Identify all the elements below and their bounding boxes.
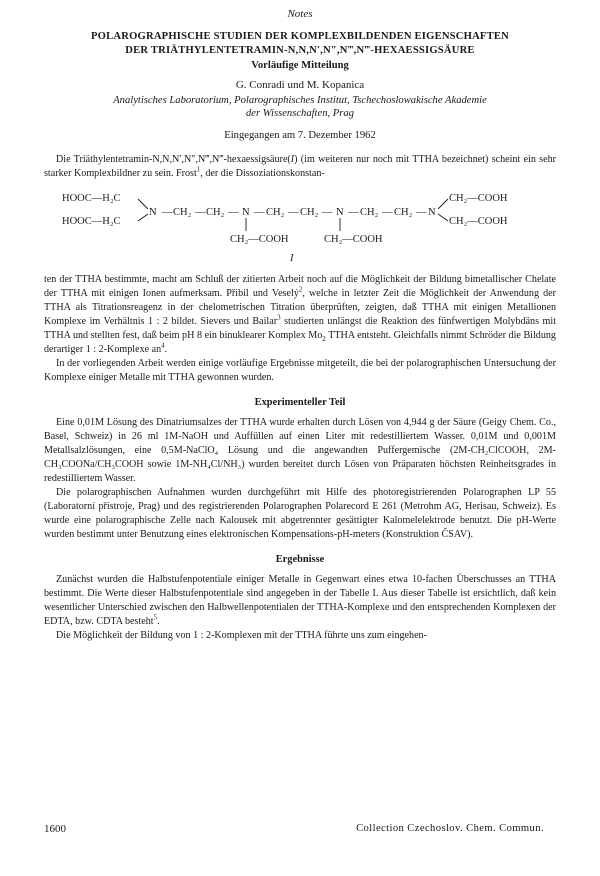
formula-ch2-4: CH₂	[300, 207, 319, 218]
section-heading-experimental: Experimenteller Teil	[254, 397, 346, 408]
experimental-paragraph-1: Eine 0,01M Lösung des Dinatriumsalzes der TTHA wurde erhalten durch Lösen von 4,944 g der Säure (Geigy Chem. Co., Basel, Schweiz) in 26 ml 1M-NaOH und Auffüllen auf einen Liter mit redestilliertem Wasser. 0,01M und 0,001M Metallsalzlösungen, eine 0,5M-NaClO₄ Lösung und die angewandten Puffergemische (2M-CH₂ClCOOH, 2M-CH₃COONa/CH₃COOH sowie 1M-NH₄Cl/NH₃) wurden bereitet durch Lösen von Präparaten höchsten Reinheitsgrades in redestilliertem Wasser.	[44, 417, 556, 484]
p2-text-d: TTHA entsteht. Gleichfalls nimmt Schröder die Bildung derartiger 1 : 2-Komplexe an	[44, 330, 556, 355]
paper-title-line-1: POLAROGRAPHISCHE STUDIEN DER KOMPLEXBILDENDEN EIGENSCHAFTEN	[91, 31, 509, 42]
citation-2: 2	[298, 285, 303, 294]
formula-ch2-3: CH₂	[266, 207, 285, 218]
intro-text-c: , der die Dissoziationskonstan-	[200, 168, 325, 179]
page-number: 1600	[44, 823, 66, 835]
formula-n3: N	[336, 207, 344, 218]
bond-dash-1: —	[162, 207, 173, 218]
formula-n4: N	[428, 207, 436, 218]
bond-dash-5: —	[288, 207, 299, 218]
compound-ref: I	[290, 154, 295, 165]
citation-3: 3	[277, 313, 281, 322]
formula-right-top: CH₂—COOH	[449, 193, 508, 204]
p2-text-c: studierten unlängst die Reaktion des fünfwertigen Molybdäns mit TTHA und stellten fest, daß beim pH 8 ein binuklearer Komplex Mo	[44, 316, 556, 341]
authors: G. Conradi und M. Kopanica	[235, 79, 365, 91]
formula-ch2-1: CH₂	[173, 207, 192, 218]
affiliation	[44, 94, 556, 120]
formula-label: I	[290, 253, 294, 264]
p2-text-e: .	[164, 344, 168, 355]
formula-ch2-2: CH₂	[206, 207, 225, 218]
affiliation-line-2: der Wissenschaften, Prag	[246, 108, 354, 119]
bond-dash-3: —	[228, 207, 239, 218]
citation-1: 1	[196, 165, 201, 174]
citation-5: 5	[153, 613, 158, 622]
formula-left-bottom: HOOC—H₂C	[62, 216, 121, 227]
results-text-b: .	[157, 616, 160, 627]
results-paragraph-1	[44, 573, 556, 629]
formula-svg	[44, 185, 556, 267]
formula-n1: N	[149, 207, 157, 218]
bond-left-top	[138, 199, 148, 209]
running-header: Notes	[287, 8, 313, 20]
results-text-a: Zunächst wurden die Halbstufenpotentiale einiger Metalle in Gegenwart eines etwa 10-fachen Überschusses an TTHA bestimmt. Die Werte dieser Halbstufenpotentiale sind angegeben in der Tabelle I. Aus dieser Tabelle ist ersichtlich, daß kein wesentlicher Unterschied zwischen den Halbwellenpotentialen der TTHA-Komplexe und den entsprechenden Komplexen der EDTA, bzw. CDTA besteht	[44, 574, 556, 627]
formula-n2: N	[242, 207, 250, 218]
body-paragraph-3: In der vorliegenden Arbeit werden einige vorläufige Ergebnisse mitgeteilt, die bei der polarographischen Untersuchung der Komplexe einiger Metalle mit TTHA gewonnen wurden.	[44, 358, 556, 383]
bond-right-top	[438, 199, 448, 209]
bond-dash-6: —	[322, 207, 333, 218]
p2-text-a: ten der TTHA bestimmte, macht am Schluß der zitierten Arbeit noch auf die Möglichkeit der Bildung bimetallischer Chelate der TTHA mit einigen Ionen aufmerksam. Přibil und Veselý	[44, 274, 556, 299]
bond-dash-7: —	[348, 207, 359, 218]
bond-dash-9: —	[416, 207, 427, 218]
experimental-paragraph-2: Die polarographischen Aufnahmen wurden durchgeführt mit Hilfe des photoregistrierenden Polarographen LP 55 (Laboratorní přístroje, Prag) und des registrierenden Polarographen Polarecord E 261 (Metrohm AG, Herisau, Schweiz). Es wurde eine polarographische Zelle nach Kalousek mit abgetrennter gesättigter Kalomelelektrode benutzt. Die pH-Werte wurden bestimmt unter Benutzung eines elektronischen Kompensations-pH-meters (Konstruktion ČSAV).	[44, 487, 556, 540]
paper-title-line-2: DER TRIÄTHYLENTETRAMIN-N,N,N′,N″,N‴,N‴-HEXAESSIGSÄURE	[125, 45, 475, 56]
citation-4: 4	[161, 341, 165, 350]
page-footer	[44, 823, 556, 839]
affiliation-line-1: Analytisches Laboratorium, Polarographisches Institut, Tschechoslowakische Akademie	[113, 95, 487, 106]
journal-name: Collection Czechoslov. Chem. Commun.	[356, 823, 544, 834]
formula-ch2-6: CH₂	[394, 207, 413, 218]
bond-right-bottom	[438, 214, 448, 221]
received-date: Eingegangen am 7. Dezember 1962	[224, 130, 376, 141]
intro-paragraph	[44, 153, 556, 181]
section-heading-results: Ergebnisse	[275, 554, 325, 565]
formula-branch-1: CH₂—COOH	[230, 234, 289, 245]
results-paragraph-2: Die Möglichkeit der Bildung von 1 : 2-Komplexen mit der TTHA führte uns zum eingehen-	[56, 630, 427, 641]
subscript-2: 2	[322, 335, 326, 344]
bond-dash-2: —	[195, 207, 206, 218]
structural-formula	[44, 185, 556, 267]
paper-page	[44, 8, 556, 643]
paper-subtitle: Vorläufige Mitteilung	[251, 60, 349, 71]
intro-text-b: ) (im weiteren nur noch mit TTHA bezeichnet) scheint ein sehr starker Komplexbildner zu sein. Frost	[44, 154, 556, 179]
body-paragraph-2	[44, 273, 556, 357]
formula-left-top: HOOC—H₂C	[62, 193, 121, 204]
bond-left-bottom	[138, 214, 148, 221]
formula-branch-2: CH₂—COOH	[324, 234, 383, 245]
intro-text-a: Die Triäthylentetramin-N,N,N′,N″,N‴,N‴-hexaessigsäure(	[56, 154, 291, 165]
p2-text-b: , welche in letzter Zeit die Möglichkeit der Anwendung der TTHA als Titrationsreagenz in der chelometrischen Titration überprüften, zeigten, daß TTHA mit einigen Metallionen Komplexe im Verhältnis 1 : 2 bildet. Sievers und Bailar	[44, 288, 556, 327]
bond-dash-8: —	[382, 207, 393, 218]
formula-ch2-5: CH₂	[360, 207, 379, 218]
formula-right-bottom: CH₂—COOH	[449, 216, 508, 227]
bond-dash-4: —	[254, 207, 265, 218]
